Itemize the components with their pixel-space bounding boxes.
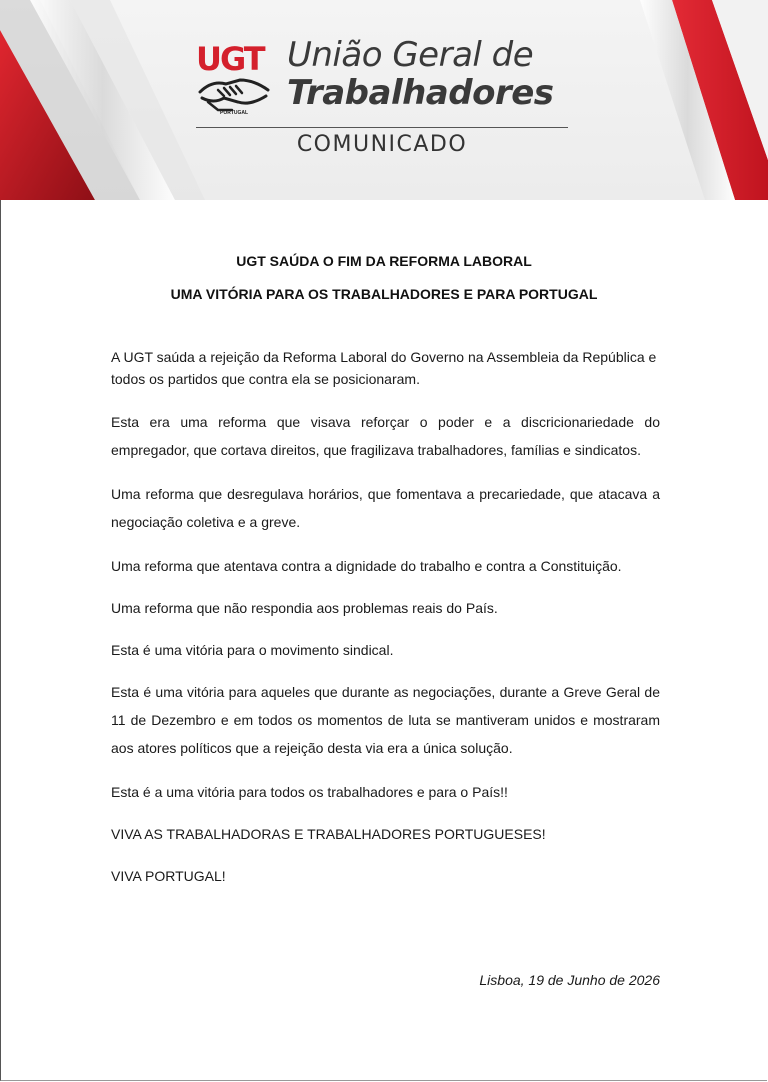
paragraph: VIVA AS TRABALHADORAS E TRABALHADORES PORTUGUESES! — [111, 826, 546, 842]
section-label: COMUNICADO — [296, 132, 468, 157]
header-banner — [0, 0, 768, 200]
title-line-2: Trabalhadores — [287, 73, 554, 113]
paragraph: Uma reforma que não respondia aos problemas reais do País. — [111, 600, 498, 616]
headline-secondary: UMA VITÓRIA PARA OS TRABALHADORES E PARA PORTUGAL — [170, 286, 598, 302]
headline-primary: UGT SAÚDA O FIM DA REFORMA LABORAL — [236, 253, 532, 269]
paragraph: Uma reforma que desregulava horários, que fomentava a precariedade, que atacava a negociação coletiva e a greve. — [111, 486, 660, 530]
paragraph: A UGT saúda a rejeição da Reforma Laboral do Governo na Assembleia da República e todos os partidos que contra ela se posicionaram. — [111, 349, 657, 387]
paragraph: Uma reforma que atentava contra a dignidade do trabalho e contra a Constituição. — [111, 558, 622, 574]
date-signature: Lisboa, 19 de Junho de 2026 — [479, 972, 660, 988]
paragraph: Esta é uma vitória para aqueles que durante as negociações, durante a Greve Geral de 11 de Dezembro e em todos os momentos de luta se mantiveram unidos e mostraram aos atores políticos que a rejeição desta via era a única solução. — [111, 684, 660, 756]
svg-text:UGT: UGT — [196, 40, 264, 78]
paragraph: Esta era uma reforma que visava reforçar o poder e a discricionariedade do empregador, que cortava direitos, que fragilizava trabalhadores, famílias e sindicatos. — [111, 414, 660, 458]
statement-body — [111, 346, 660, 890]
paragraph: VIVA PORTUGAL! — [111, 868, 226, 884]
organization-name — [287, 35, 587, 113]
header-divider — [196, 127, 568, 128]
paragraph: Esta é uma vitória para o movimento sindical. — [111, 642, 394, 658]
paragraph: Esta é a uma vitória para todos os trabalhadores e para o País!! — [111, 784, 508, 800]
ugt-logo-icon — [194, 40, 274, 120]
title-line-1: União Geral de — [287, 35, 534, 75]
logo-subtitle: PORTUGAL — [220, 110, 249, 116]
